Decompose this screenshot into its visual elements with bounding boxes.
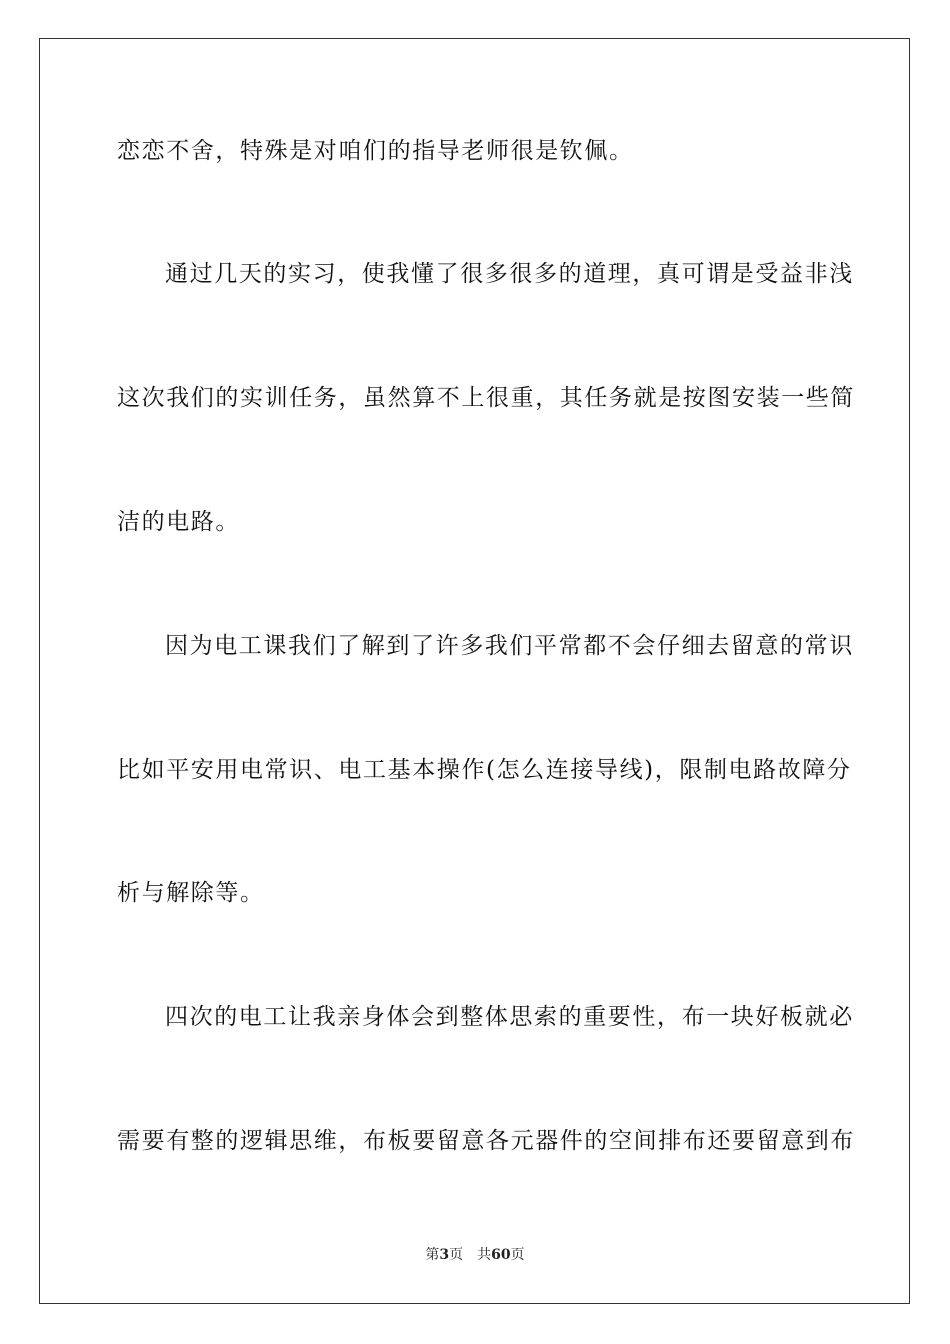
footer-page-prefix: 第 bbox=[425, 1247, 440, 1263]
text-line-9: 需要有整的逻辑思维，布板要留意各元器件的空间排布还要留意到布 bbox=[117, 1128, 855, 1154]
text-line-3: 这次我们的实训任务，虽然算不上很重，其任务就是按图安装一些简 bbox=[117, 385, 855, 411]
text-line-4: 洁的电路。 bbox=[117, 509, 240, 535]
footer-page-suffix: 页 bbox=[449, 1247, 464, 1263]
page-footer bbox=[0, 1246, 950, 1264]
page-border bbox=[39, 38, 910, 1304]
text-line-8: 四次的电工让我亲身体会到整体思索的重要性，布一块好板就必 bbox=[165, 1004, 854, 1030]
footer-total-prefix: 共 bbox=[477, 1247, 492, 1263]
text-line-1: 恋恋不舍，特殊是对咱们的指导老师很是钦佩。 bbox=[117, 138, 634, 164]
footer-total-pages: 60 bbox=[491, 1247, 511, 1263]
text-line-5: 因为电工课我们了解到了许多我们平常都不会仔细去留意的常识 bbox=[165, 633, 854, 659]
text-line-7: 析与解除等。 bbox=[117, 880, 265, 906]
footer-total-suffix: 页 bbox=[510, 1247, 525, 1263]
text-line-2: 通过几天的实习，使我懂了很多很多的道理，真可谓是受益非浅 bbox=[165, 261, 854, 287]
text-line-6: 比如平安用电常识、电工基本操作(怎么连接导线)，限制电路故障分 bbox=[117, 757, 852, 783]
footer-page-number: 3 bbox=[439, 1247, 450, 1263]
